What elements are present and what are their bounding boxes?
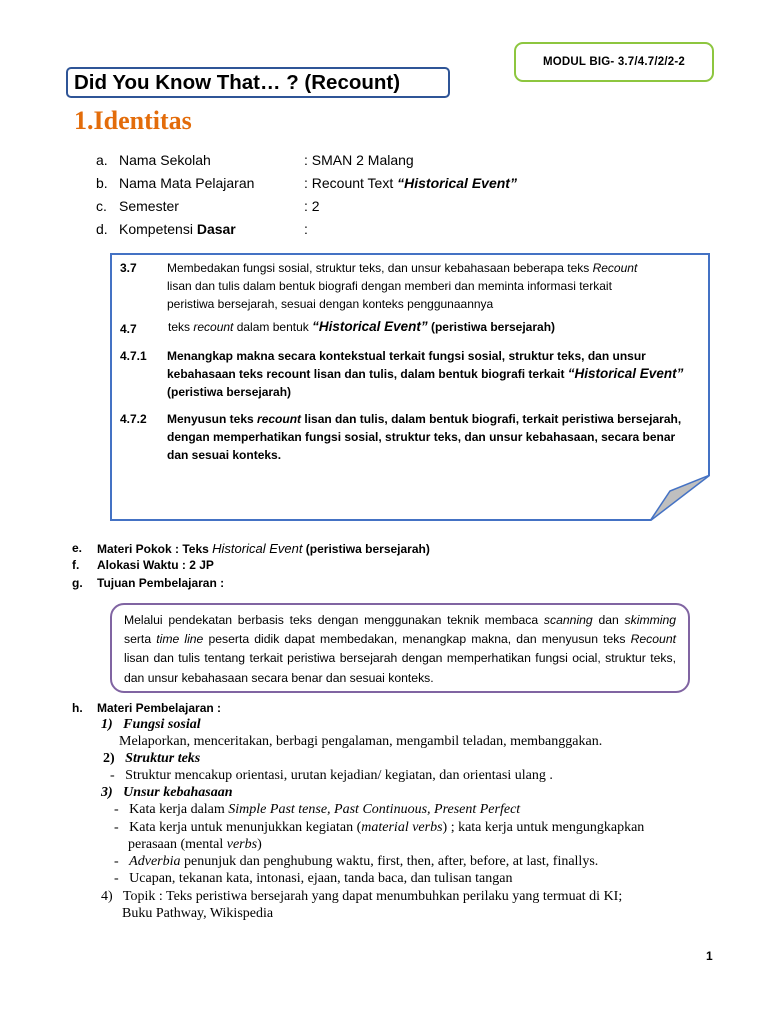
subsection-number: 2) (103, 751, 115, 766)
list-text (97, 541, 430, 557)
list-text: Alokasi Waktu : 2 JP (97, 558, 214, 572)
row-marker: c. (96, 198, 107, 214)
subsection-item-text: Struktur mencakup orientasi, urutan kejadian/ kegiatan, dan orientasi ulang . (125, 768, 553, 783)
competence-number: 3.7 (120, 261, 137, 275)
row-marker: b. (96, 175, 108, 191)
subsection-title: Fungsi sosial (123, 717, 201, 732)
subsection-item (114, 819, 644, 836)
identity-row-subject (0, 175, 768, 192)
row-label (119, 221, 236, 238)
row-label: Nama Sekolah (119, 152, 211, 168)
subsection-item-emphasis: Adverbia (129, 854, 181, 869)
module-code: MODUL BIG- 3.7/4.7/2/2-2 (543, 56, 685, 68)
competence-line: Menyusun teks (167, 412, 258, 426)
list-item-tujuan (0, 576, 768, 592)
identity-row-semester (0, 198, 768, 215)
competence-emphasis: “Historical Event” (567, 366, 684, 381)
identity-row-school (0, 152, 768, 169)
competence-text (168, 318, 698, 336)
identity-row-competence (0, 221, 768, 238)
competence-line: lisan dan tulis, dalam bentuk biografi, terkait peristiwa bersejarah, (301, 412, 682, 426)
subsection-number: 1) (101, 717, 113, 732)
objective-emphasis: time line (156, 632, 204, 647)
competence-number: 4.7.2 (120, 412, 147, 426)
subsection-item-emphasis: verbs (226, 837, 258, 852)
document-title: Did You Know That… ? (Recount) (74, 70, 401, 94)
list-text-emphasis: Historical Event (212, 541, 303, 556)
competence-line: kebahasaan teks recount lisan dan tulis, dalam bentuk biografi terkait (167, 367, 568, 381)
subsection-item-text: Kata kerja dalam (129, 802, 229, 817)
competence-number: 4.7 (120, 322, 137, 336)
subsection-item-emphasis: material verbs (361, 820, 443, 835)
bullet-dash: - (114, 854, 119, 869)
row-value-text: : Recount Text (304, 175, 398, 191)
objective-emphasis: scanning (543, 613, 593, 627)
competence-line: (peristiwa bersejarah) (427, 320, 556, 334)
competence-line: dalam bentuk (233, 320, 313, 334)
subsection-number: 4) (101, 889, 113, 904)
competence-line: dengan memperhatikan fungsi sosial, struktur teks, dan unsur kebahasaan, secara benar (167, 430, 676, 444)
competence-line: (peristiwa bersejarah) (167, 385, 292, 399)
learning-objective-box (110, 603, 690, 693)
list-item-materi-pembelajaran (0, 701, 768, 717)
bullet-dash: - (114, 871, 119, 886)
subsection-unsur-kebahasaan (101, 784, 233, 801)
list-text: Tujuan Pembelajaran : (97, 576, 225, 590)
competence-line: lisan dan tulis dalam bentuk biografi dengan memberi dan meminta informasi terkait (167, 279, 612, 293)
competence-line: Menangkap makna secara kontekstual terkait fungsi sosial, struktur teks, dan unsur (167, 349, 646, 363)
row-value: : SMAN 2 Malang (304, 152, 414, 168)
list-marker: f. (72, 558, 80, 572)
row-label-text: Kompetensi (119, 221, 197, 237)
competence-emphasis: “Historical Event” (312, 319, 428, 334)
subsection-item-text: Ucapan, tekanan kata, intonasi, ejaan, tanda baca, dan tulisan tangan (129, 871, 513, 886)
competence-line: peristiwa bersejarah, sesuai dengan konteks penggunaannya (167, 297, 494, 311)
subsection-topik (101, 888, 622, 905)
objective-part: serta (124, 632, 157, 647)
subsection-fungsi-sosial (101, 716, 201, 733)
competence-emphasis: recount (193, 320, 234, 334)
row-marker: d. (96, 221, 108, 237)
subsection-item-continued (128, 836, 262, 853)
list-text-part: (peristiwa bersejarah) (302, 542, 430, 556)
subsection-item (114, 870, 512, 887)
objective-emphasis: skimming (624, 613, 677, 627)
list-text-part: Materi Pokok : Teks (97, 542, 213, 556)
subsection-title: Struktur teks (125, 751, 201, 766)
competence-text (167, 347, 697, 401)
subsection-struktur-teks (103, 750, 200, 767)
subsection-item-text: penunjuk dan penghubung waktu, first, then, after, before, at last, finallys. (180, 854, 599, 869)
list-marker: h. (72, 701, 83, 715)
bullet-dash: - (114, 802, 119, 817)
row-value: : (304, 221, 308, 237)
list-marker: e. (72, 541, 83, 555)
row-label: Nama Mata Pelajaran (119, 175, 255, 191)
row-value: : 2 (304, 198, 320, 214)
document-title-box (66, 67, 450, 98)
objective-part: peserta didik dapat membedakan, menangkap makna, dan menyusun teks (203, 632, 631, 647)
competence-line: Membedakan fungsi sosial, struktur teks, dan unsur kebahasaan beberapa teks (167, 261, 593, 275)
objective-part: Melalui pendekatan berbasis teks dengan menggunakan teknik membaca (124, 613, 544, 627)
row-label-bold: Dasar (196, 221, 236, 237)
competence-number: 4.7.1 (120, 349, 147, 363)
subsection-item-emphasis: Simple Past tense, Past Continuous, Present Perfect (228, 802, 521, 817)
bullet-dash: - (110, 768, 115, 783)
competence-emphasis: recount (257, 412, 302, 426)
learning-objective-text (124, 611, 676, 688)
row-marker: a. (96, 152, 108, 168)
subsection-text: Buku Pathway, Wikispedia (122, 906, 274, 921)
row-value (304, 175, 517, 192)
competence-text (167, 259, 697, 313)
objective-part: lisan dan tulis tentang terkait peristiwa bersejarah dengan memperhatikan fungsi ocial, struktur teks, dan unsur kebahasaan secara benar dan sesuai konteks. (124, 651, 676, 685)
module-code-box (514, 42, 714, 82)
list-item-alokasi-waktu (0, 558, 768, 574)
row-value-emphasis: “Historical Event” (397, 175, 517, 191)
subsection-text: Topik : Teks peristiwa bersejarah yang dapat menumbuhkan perilaku yang termuat di KI; (122, 889, 623, 904)
competence-text (167, 410, 697, 464)
subsection-item (114, 801, 520, 818)
subsection-item-text: Kata kerja untuk menunjukkan kegiatan ( (129, 820, 362, 835)
section-heading-identitas: 1.Identitas (74, 106, 192, 135)
bullet-dash: - (114, 820, 119, 835)
competence-line: teks (168, 320, 194, 334)
objective-part: dan (592, 613, 625, 627)
objective-emphasis: Recount (630, 632, 676, 647)
list-item-materi-pokok (0, 541, 768, 557)
list-text: Materi Pembelajaran : (97, 701, 222, 715)
page-curl-icon (650, 475, 710, 521)
competence-line: dan sesuai konteks. (167, 448, 282, 462)
subsection-item (114, 853, 598, 870)
subsection-item-text: perasaan (mental (128, 837, 227, 852)
subsection-title: Unsur kebahasaan (123, 785, 233, 800)
subsection-item-text: ) (257, 837, 262, 852)
subsection-text: Melaporkan, menceritakan, berbagi pengalaman, mengambil teladan, membanggakan. (119, 734, 603, 749)
subsection-item (110, 767, 553, 784)
row-label: Semester (119, 198, 179, 214)
competence-emphasis: Recount (592, 261, 638, 275)
subsection-item-text: ) ; kata kerja untuk mengungkapkan (442, 820, 645, 835)
list-marker: g. (72, 576, 83, 590)
subsection-number: 3) (101, 785, 113, 800)
page-number: 1 (706, 949, 713, 963)
